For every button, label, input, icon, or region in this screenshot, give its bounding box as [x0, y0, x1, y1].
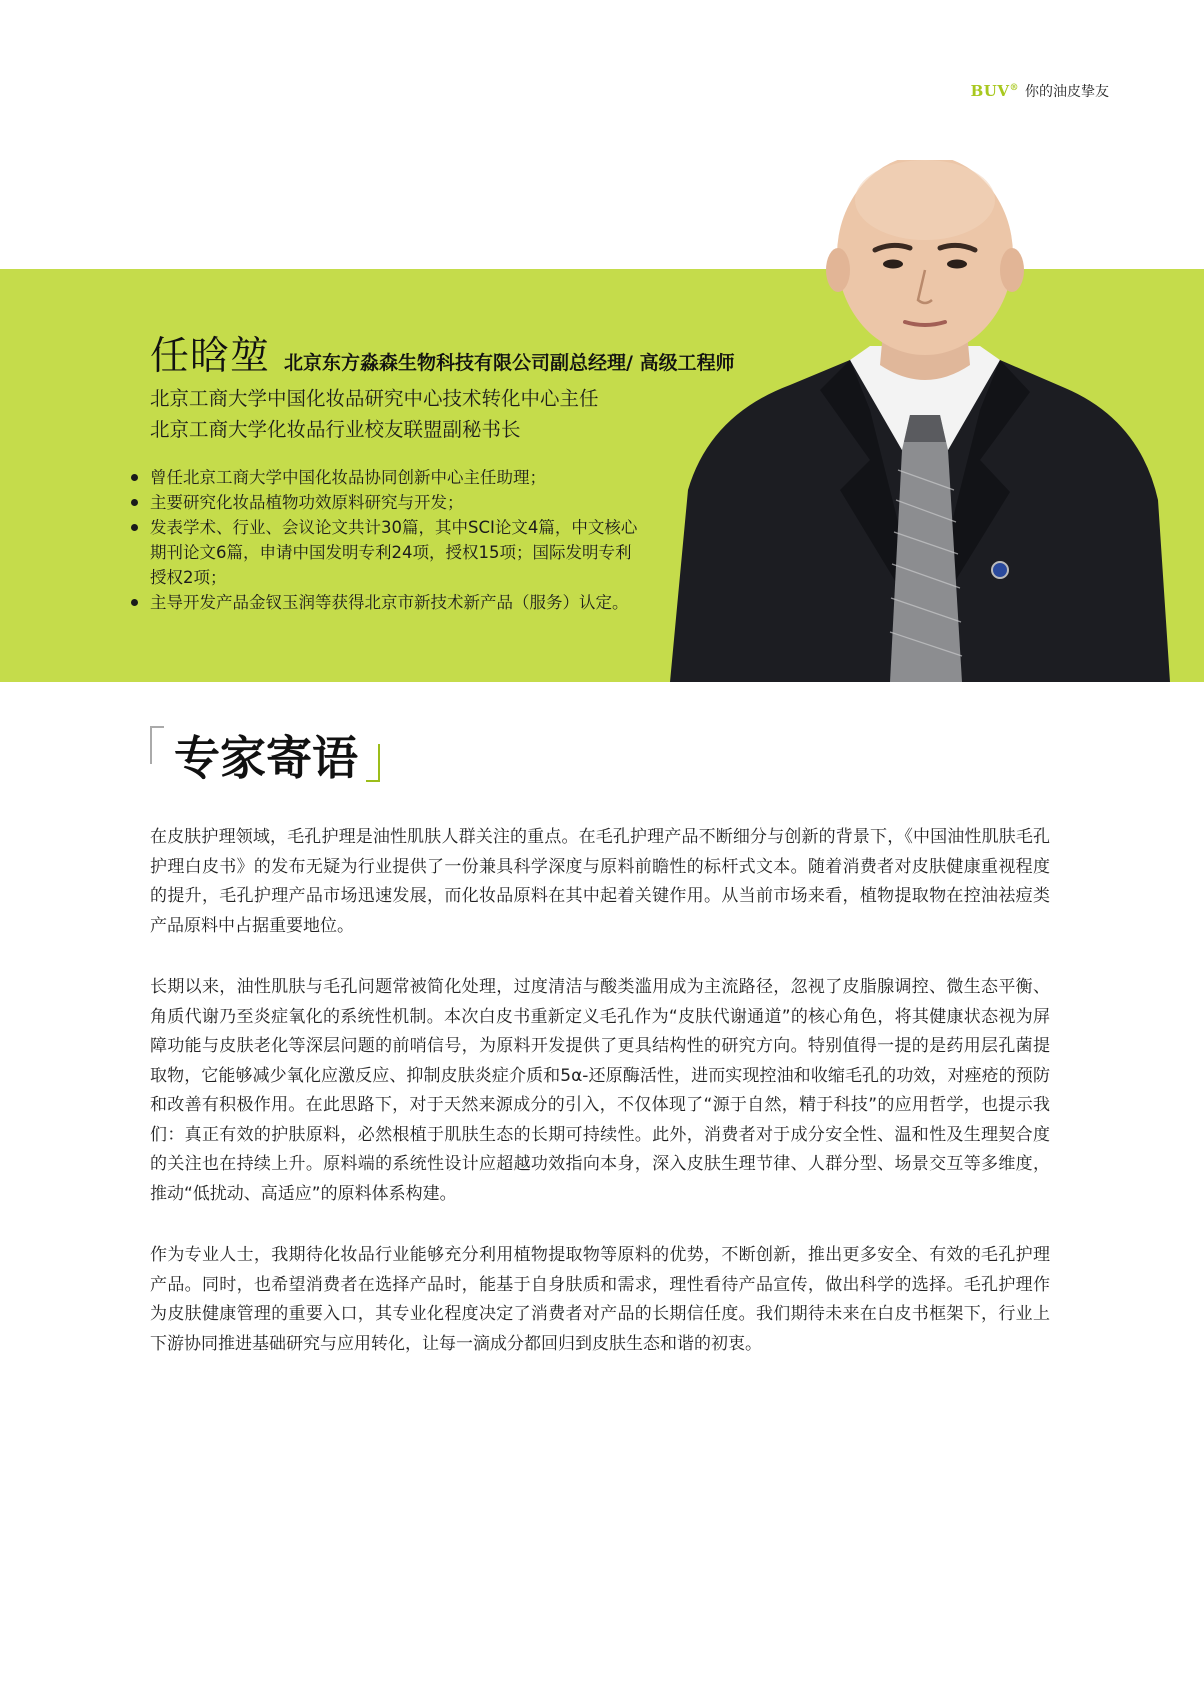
profile-bullet: 主导开发产品金钗玉润等获得北京市新技术新产品（服务）认定。	[128, 590, 640, 615]
profile-bullets	[128, 465, 640, 615]
body-paragraph: 在皮肤护理领域，毛孔护理是油性肌肤人群关注的重点。在毛孔护理产品不断细分与创新的背景下，《中国油性肌肤毛孔护理白皮书》的发布无疑为行业提供了一份兼具科学深度与原料前瞻性的标杆式文本。随着消费者对皮肤健康重视程度的提升，毛孔护理产品市场迅速发展，而化妆品原料在其中起着关键作用。从当前市场来看，植物提取物在控油祛痘类产品原料中占据重要地位。	[150, 827, 1050, 936]
profile-bullet: 曾任北京工商大学中国化妆品协同创新中心主任助理；	[128, 465, 640, 490]
profile-name: 任晗堃	[150, 334, 271, 379]
profile-role: 北京工商大学中国化妆品研究中心技术转化中心主任	[150, 387, 599, 410]
profile-bullet: 发表学术、行业、会议论文共计30篇，其中SCI论文4篇，中文核心期刊论文6篇，申请中国发明专利24项，授权15项；国际发明专利授权2项；	[128, 515, 640, 590]
body-paragraph: 长期以来，油性肌肤与毛孔问题常被简化处理，过度清洁与酸类滥用成为主流路径，忽视了皮脂腺调控、微生态平衡、角质代谢乃至炎症氧化的系统性机制。本次白皮书重新定义毛孔作为“皮肤代谢通道”的核心角色，将其健康状态视为屏障功能与皮肤老化等深层问题的前哨信号，为原料开发提供了更具结构性的研究方向。特别值得一提的是药用层孔菌提取物，它能够减少氧化应激反应、抑制皮肤炎症介质和5α-还原酶活性，进而实现控油和收缩毛孔的功效，对痤疮的预防和改善有积极作用。在此思路下，对于天然来源成分的引入，不仅体现了“源于自然，精于科技”的应用哲学，也提示我们：真正有效的护肤原料，必然根植于肌肤生态的长期可持续性。此外，消费者对于成分安全性、温和性及生理契合度的关注也在持续上升。原料端的系统性设计应超越功效指向本身，深入皮肤生理节律、人群分型、场景交互等多维度，推动“低扰动、高适应”的原料体系构建。	[150, 977, 1050, 1204]
close-bracket	[366, 744, 380, 782]
portrait-photo	[670, 160, 1170, 682]
lapel-pin	[992, 562, 1008, 578]
section-title-text: 专家寄语	[174, 731, 358, 785]
section-title	[150, 722, 380, 788]
brand-logo-text: BUV	[970, 82, 1010, 100]
brand-header	[971, 81, 1109, 101]
profile-role: 北京工商大学化妆品行业校友联盟副秘书长	[150, 418, 521, 441]
profile-title: 北京东方淼森生物科技有限公司副总经理/ 高级工程师	[284, 352, 735, 374]
profile-roles	[150, 383, 599, 445]
brand-tagline: 你的油皮挚友	[1025, 84, 1109, 100]
open-bracket	[150, 726, 164, 764]
body-text	[150, 823, 1050, 1391]
profile-name-line	[150, 325, 735, 381]
body-paragraph: 作为专业人士，我期待化妆品行业能够充分利用植物提取物等原料的优势，不断创新，推出更多安全、有效的毛孔护理产品。同时，也希望消费者在选择产品时，能基于自身肤质和需求，理性看待产品宣传，做出科学的选择。毛孔护理作为皮肤健康管理的重要入口，其专业化程度决定了消费者对产品的长期信任度。我们期待未来在白皮书框架下，行业上下游协同推进基础研究与应用转化，让每一滴成分都回归到皮肤生态和谐的初衷。	[150, 1245, 1050, 1354]
brand-mark: ®	[1009, 83, 1019, 93]
brand-logo	[971, 82, 1019, 100]
profile-bullet: 主要研究化妆品植物功效原料研究与开发；	[128, 490, 640, 515]
